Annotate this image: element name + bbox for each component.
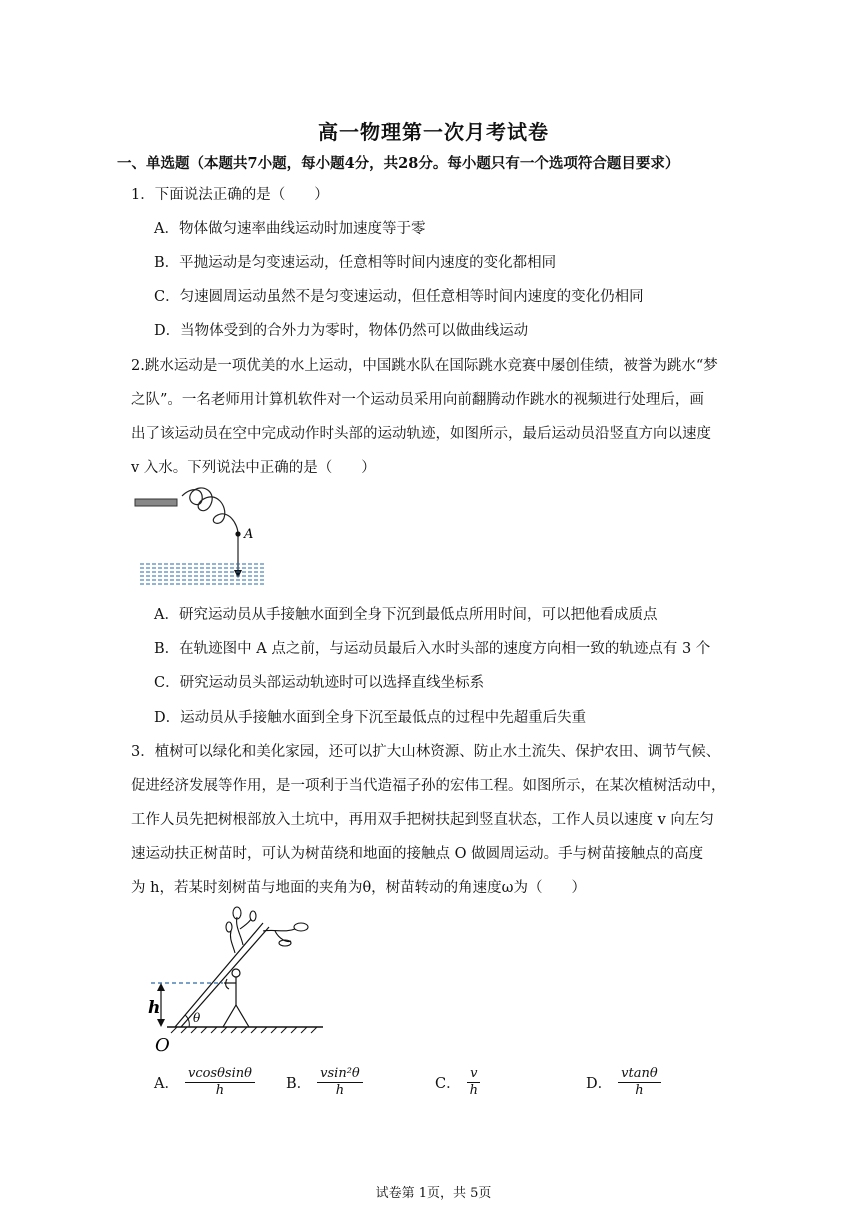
- page-footer: 试卷第 1页，共 5页: [375, 1186, 492, 1201]
- q2-stem-line-1: 2.跳水运动是一项优美的水上运动，中国跳水队在国际跳水竞赛中屡创佳绩，被誉为跳水“梦: [131, 358, 718, 374]
- section-heading: 一、单选题（本题共7小题，每小题4分，共28分。每小题只有一个选项符合题目要求）: [117, 155, 680, 172]
- q2-option-b: B．在轨迹图中 A 点之前，与运动员最后入水时头部的速度方向相一致的轨迹点有 3 个: [154, 641, 711, 657]
- point-a-label: A: [244, 527, 254, 542]
- choice-c-numerator: v: [467, 1066, 480, 1083]
- question-1-stem: 1．下面说法正确的是（ ）: [131, 187, 329, 203]
- choice-d-numerator: vtanθ: [618, 1066, 661, 1083]
- entry-arrow: [234, 570, 242, 578]
- q3-choice-c: [435, 1066, 481, 1099]
- worker-figure: [223, 969, 249, 1027]
- q1-option-b: B．平抛运动是匀变速运动，任意相等时间内速度的变化都相同: [154, 255, 557, 271]
- q3-stem-line-1: 3．植树可以绿化和美化家园，还可以扩大山林资源、防止水土流失、保护农田、调节气候、: [131, 744, 721, 760]
- q3-choice-b: [286, 1066, 363, 1099]
- q1-option-a: A．物体做匀速率曲线运动时加速度等于零: [154, 221, 426, 237]
- choice-c-fraction: [467, 1066, 481, 1099]
- q3-stem-line-3: 工作人员先把树根部放入土坑中，再用双手把树扶起到竖直状态，工作人员以速度 v 向左匀: [131, 812, 714, 828]
- tree-trunk-left: [175, 923, 263, 1027]
- q1-option-c: C．匀速圆周运动虽然不是匀变速运动，但任意相等时间内速度的变化仍相同: [154, 289, 644, 305]
- diving-trajectory-figure: [132, 480, 272, 590]
- choice-a-letter: A．: [154, 1076, 179, 1092]
- height-label: h: [148, 998, 161, 1018]
- q3-stem-line-4: 速运动扶正树苗时，可认为树苗绕和地面的接触点 O 做圆周运动。手与树苗接触点的高度: [131, 846, 704, 862]
- q3-stem-line-5: 为 h，若某时刻树苗与地面的夹角为θ，树苗转动的角速度ω为（ ）: [131, 880, 586, 896]
- choice-a-fraction: [185, 1066, 255, 1099]
- choice-c-letter: C．: [435, 1076, 461, 1092]
- choice-a-numerator: vcosθsinθ: [185, 1066, 255, 1083]
- q2-stem-line-2: 之队”。一名老师用计算机软件对一个运动员采用向前翻腾动作跳水的视频进行处理后，画: [131, 392, 704, 408]
- choice-d-fraction: [618, 1066, 661, 1099]
- q2-option-c: C．研究运动员头部运动轨迹时可以选择直线坐标系: [154, 675, 485, 691]
- choice-c-denominator: h: [469, 1083, 478, 1098]
- choice-a-denominator: h: [215, 1083, 225, 1098]
- diving-board: [135, 499, 177, 506]
- choice-b-letter: B．: [286, 1076, 312, 1092]
- q2-stem-line-3: 出了该运动员在空中完成动作时头部的运动轨迹，如图所示，最后运动员沿竖直方向以速度: [131, 426, 711, 442]
- point-a-marker: [235, 531, 240, 536]
- page-title: 高一物理第一次月考试卷: [318, 120, 549, 144]
- q3-stem-line-2: 促进经济发展等作用，是一项利于当代造福子孙的宏伟工程。如图所示，在某次植树活动中，: [131, 778, 726, 794]
- q2-stem-line-4: v 入水。下列说法中正确的是（ ）: [131, 460, 376, 476]
- trajectory-curve: [182, 488, 238, 576]
- ground-hatching: [171, 1027, 317, 1033]
- q2-option-a: A．研究运动员从手接触水面到全身下沉到最低点所用时间，可以把他看成质点: [154, 607, 658, 623]
- origin-label: O: [155, 1035, 170, 1056]
- water-surface: [140, 564, 264, 584]
- choice-b-fraction: [317, 1066, 363, 1099]
- tree-planting-figure: [145, 905, 325, 1055]
- choice-d-letter: D．: [586, 1076, 613, 1092]
- q2-option-d: D．运动员从手接触水面到全身下沉至最低点的过程中先超重后失重: [154, 710, 587, 726]
- theta-label: θ: [193, 1011, 201, 1025]
- choice-b-denominator: h: [335, 1083, 345, 1098]
- q3-choice-d: [586, 1066, 661, 1099]
- choice-d-denominator: h: [635, 1083, 644, 1098]
- q3-choice-a: [154, 1066, 255, 1099]
- q1-option-d: D．当物体受到的合外力为零时，物体仍然可以做曲线运动: [154, 323, 529, 339]
- choice-b-numerator: vsin²θ: [317, 1066, 363, 1083]
